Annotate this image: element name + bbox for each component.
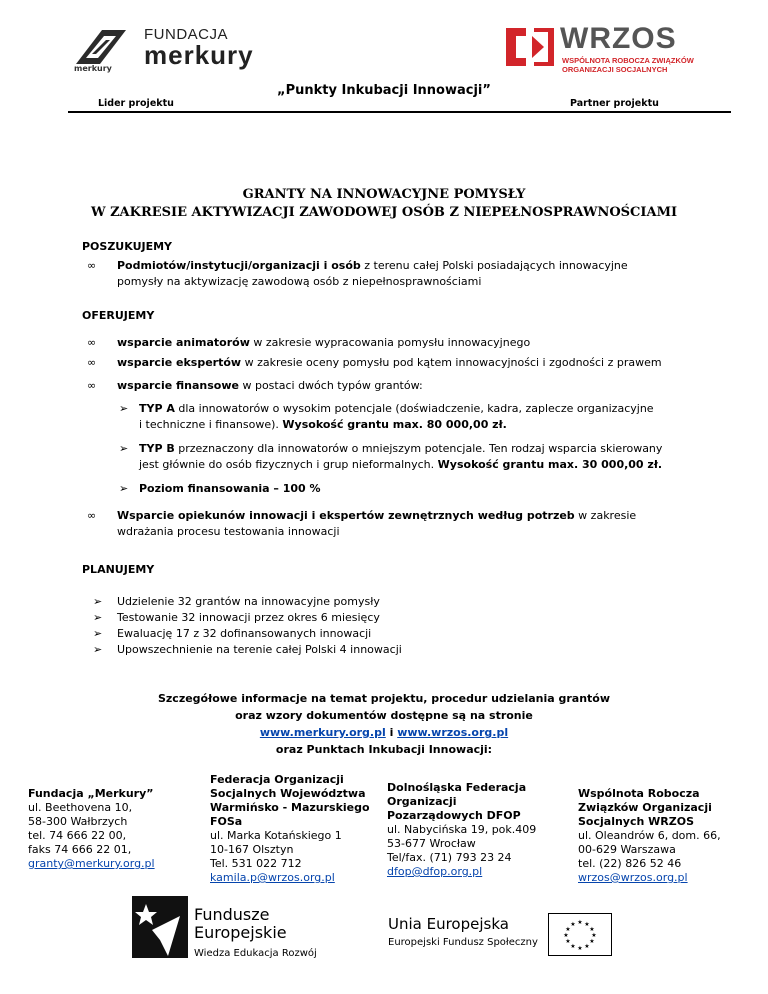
fundusze-europejskie-logo: [132, 896, 188, 958]
svg-text:★: ★: [577, 919, 583, 926]
contact-name: Związków Organizacji: [578, 801, 712, 814]
main-heading: [0, 186, 768, 222]
info-conj: i: [385, 726, 398, 739]
contact-dfop: [387, 781, 567, 879]
unia-europejska-text: [388, 915, 538, 948]
fe-tagline: Wiedza Edukacja Rozwój: [194, 948, 317, 959]
project-title: „Punkty Inkubacji Innowacji”: [277, 83, 491, 98]
svg-text:★: ★: [563, 932, 569, 939]
merkury-emblem-icon: [72, 26, 130, 68]
section-planujemy-title: PLANUJEMY: [82, 563, 155, 576]
fe-line-2: Europejskie: [194, 923, 287, 942]
contact-name: FOSa: [210, 815, 243, 828]
typ-b-rest: przeznaczony dla innowatorów o mniejszym potencjale. Ten rodzaj wsparcia skierowany: [174, 442, 663, 455]
svg-text:★: ★: [570, 943, 576, 950]
svg-text:★: ★: [570, 921, 576, 928]
typ-a-text: [139, 401, 699, 433]
oferujemy-item-4-line2: wdrażania procesu testowania innowacji: [117, 525, 340, 538]
contact-line: ul. Oleandrów 6, dom. 66,: [578, 829, 721, 842]
arrow-bullet-icon: ➢: [93, 643, 103, 656]
bullet-icon: ∞: [87, 259, 97, 272]
typ-a-line2: i techniczne i finansowe).: [139, 418, 283, 431]
planujemy-item: Udzielenie 32 grantów na innowacyjne pomysły: [117, 595, 380, 608]
arrow-bullet-icon: ➢: [119, 482, 129, 495]
contact-fosa: [210, 773, 380, 885]
contact-name: Socjalnych WRZOS: [578, 815, 694, 828]
typ-a-amount: Wysokość grantu max. 80 000,00 zł.: [282, 418, 507, 431]
contact-line: Tel. 531 022 712: [210, 857, 302, 870]
contact-email[interactable]: wrzos@wrzos.org.pl: [578, 871, 688, 884]
planujemy-item: Ewaluację 17 z 32 dofinansowanych innowacji: [117, 627, 372, 640]
contact-line: 10-167 Olsztyn: [210, 843, 294, 856]
svg-text:★: ★: [565, 938, 571, 945]
contact-line: Tel/fax. (71) 793 23 24: [387, 851, 512, 864]
svg-text:★: ★: [589, 926, 595, 933]
oferujemy-item-4: [117, 508, 697, 540]
merkury-logo: [72, 22, 302, 78]
arrow-bullet-icon: ➢: [93, 595, 103, 608]
contact-email[interactable]: granty@merkury.org.pl: [28, 857, 155, 870]
planujemy-item: Testowanie 32 innowacji przez okres 6 miesięcy: [117, 611, 380, 624]
merkury-icon-caption: merkury: [74, 64, 112, 73]
contact-name: Organizacji: [387, 795, 457, 808]
wrzos-logo-subtitle-1: WSPÓLNOTA ROBOCZA ZWIĄZKÓW: [562, 56, 694, 65]
fundusze-star-icon: [132, 896, 188, 958]
contact-line: ul. Nabycińska 19, pok.409: [387, 823, 537, 836]
partner-label: Partner projektu: [570, 98, 659, 109]
bullet-icon: ∞: [87, 509, 97, 522]
bullet-icon: ∞: [87, 356, 97, 369]
bullet-icon: ∞: [87, 336, 97, 349]
contact-name: Pozarządowych DFOP: [387, 809, 521, 822]
poszukujemy-text: [117, 258, 697, 290]
svg-text:★: ★: [591, 932, 597, 939]
poszukujemy-line2: pomysły na aktywizację zawodową osób z niepełnosprawnościami: [117, 275, 482, 288]
oferujemy-item-2: [117, 355, 662, 371]
eu-flag-icon: [548, 913, 612, 956]
bullet-icon: ∞: [87, 379, 97, 392]
svg-text:★: ★: [584, 921, 590, 928]
planujemy-item: Upowszechnienie na terenie całej Polski 4 innowacji: [117, 643, 402, 656]
contact-line: tel. (22) 826 52 46: [578, 857, 682, 870]
link-wrzos[interactable]: www.wrzos.org.pl: [397, 726, 509, 739]
oferujemy-item-4-rest: w zakresie: [574, 509, 637, 522]
contact-line: 53-677 Wrocław: [387, 837, 476, 850]
poszukujemy-rest: z terenu całej Polski posiadających innowacyjne: [360, 259, 628, 272]
oferujemy-item-2-bold: wsparcie ekspertów: [117, 356, 242, 369]
contact-name: Federacja Organizacji: [210, 773, 344, 786]
oferujemy-item-1-bold: wsparcie animatorów: [117, 336, 250, 349]
contact-line: tel. 74 666 22 00,: [28, 829, 127, 842]
contact-line: 58-300 Wałbrzych: [28, 815, 128, 828]
typ-a-rest: dla innowatorów o wysokim potencjale (doświadczenie, kadra, zaplecze organizacyjne: [174, 402, 654, 415]
poziom-finansowania-text: Poziom finansowania – 100 %: [139, 482, 321, 495]
poszukujemy-bold: Podmiotów/instytucji/organizacji i osób: [117, 259, 361, 272]
poziom-finansowania: [139, 481, 321, 497]
oferujemy-item-3: [117, 378, 423, 394]
wrzos-logo: [504, 22, 704, 74]
svg-text:★: ★: [589, 938, 595, 945]
wrzos-logo-name: WRZOS: [560, 22, 677, 55]
arrow-bullet-icon: ➢: [93, 611, 103, 624]
contact-merkury: [28, 787, 198, 871]
lider-label: Lider projektu: [98, 98, 174, 109]
oferujemy-item-2-rest: w zakresie oceny pomysłu pod kątem innowacyjności i zgodności z prawem: [241, 356, 662, 369]
oferujemy-item-1-rest: w zakresie wypracowania pomysłu innowacyjnego: [249, 336, 531, 349]
contact-line: 00-629 Warszawa: [578, 843, 676, 856]
contact-line: ul. Marka Kotańskiego 1: [210, 829, 342, 842]
contact-name: Wspólnota Robocza: [578, 787, 700, 800]
arrow-bullet-icon: ➢: [119, 402, 129, 415]
contact-line: faks 74 666 22 01,: [28, 843, 132, 856]
arrow-bullet-icon: ➢: [93, 627, 103, 640]
contact-email[interactable]: kamila.p@wrzos.org.pl: [210, 871, 335, 884]
info-line-1: Szczegółowe informacje na temat projektu, procedur udzielania grantów: [157, 692, 611, 705]
contact-line: ul. Beethovena 10,: [28, 801, 133, 814]
ue-subtitle: Europejski Fundusz Społeczny: [388, 937, 538, 948]
wrzos-logo-subtitle-2: ORGANIZACJI SOCJALNYCH: [562, 65, 668, 74]
oferujemy-item-4-bold: Wsparcie opiekunów innowacji i ekspertów zewnętrznych według potrzeb: [117, 509, 575, 522]
section-poszukujemy-title: POSZUKUJEMY: [82, 240, 173, 253]
oferujemy-item-1: [117, 335, 530, 351]
info-line-2: oraz wzory dokumentów dostępne są na stronie: [235, 709, 533, 722]
contact-name: Dolnośląska Federacja: [387, 781, 527, 794]
svg-text:★: ★: [577, 945, 583, 952]
typ-b-amount: Wysokość grantu max. 30 000,00 zł.: [437, 458, 663, 471]
svg-text:★: ★: [565, 926, 571, 933]
wrzos-emblem-icon: [504, 26, 556, 68]
merkury-logo-fundacja: FUNDACJA: [144, 26, 229, 43]
fundusze-europejskie-text: [194, 906, 317, 959]
info-block: [0, 690, 768, 758]
merkury-logo-name: merkury: [144, 40, 254, 70]
contact-name: Fundacja „Merkury”: [28, 787, 154, 800]
typ-a-bold: TYP A: [139, 402, 175, 415]
contact-name: Warmińsko - Mazurskiego: [210, 801, 370, 814]
typ-b-text: [139, 441, 699, 473]
typ-b-line2: jest głównie do osób fizycznych i grup nieformalnych.: [139, 458, 438, 471]
section-oferujemy-title: OFERUJEMY: [82, 309, 155, 322]
info-line-4: oraz Punktach Inkubacji Innowacji:: [275, 743, 493, 756]
main-heading-line1: GRANTY NA INNOWACYJNE POMYSŁY: [242, 187, 526, 202]
arrow-bullet-icon: ➢: [119, 442, 129, 455]
oferujemy-item-3-rest: w postaci dwóch typów grantów:: [238, 379, 423, 392]
contact-email[interactable]: dfop@dfop.org.pl: [387, 865, 483, 878]
typ-b-bold: TYP B: [139, 442, 175, 455]
ue-title: Unia Europejska: [388, 915, 509, 933]
link-merkury[interactable]: www.merkury.org.pl: [259, 726, 386, 739]
svg-text:★: ★: [584, 943, 590, 950]
contact-name: Socjalnych Województwa: [210, 787, 366, 800]
main-heading-line2: W ZAKRESIE AKTYWIZACJI ZAWODOWEJ OSÓB Z NIEPEŁNOSPRAWNOŚCIAMI: [90, 205, 678, 220]
header-divider: [68, 111, 731, 113]
contact-wrzos: [578, 787, 748, 885]
oferujemy-item-3-bold: wsparcie finansowe: [117, 379, 239, 392]
fe-line-1: Fundusze: [194, 905, 270, 924]
